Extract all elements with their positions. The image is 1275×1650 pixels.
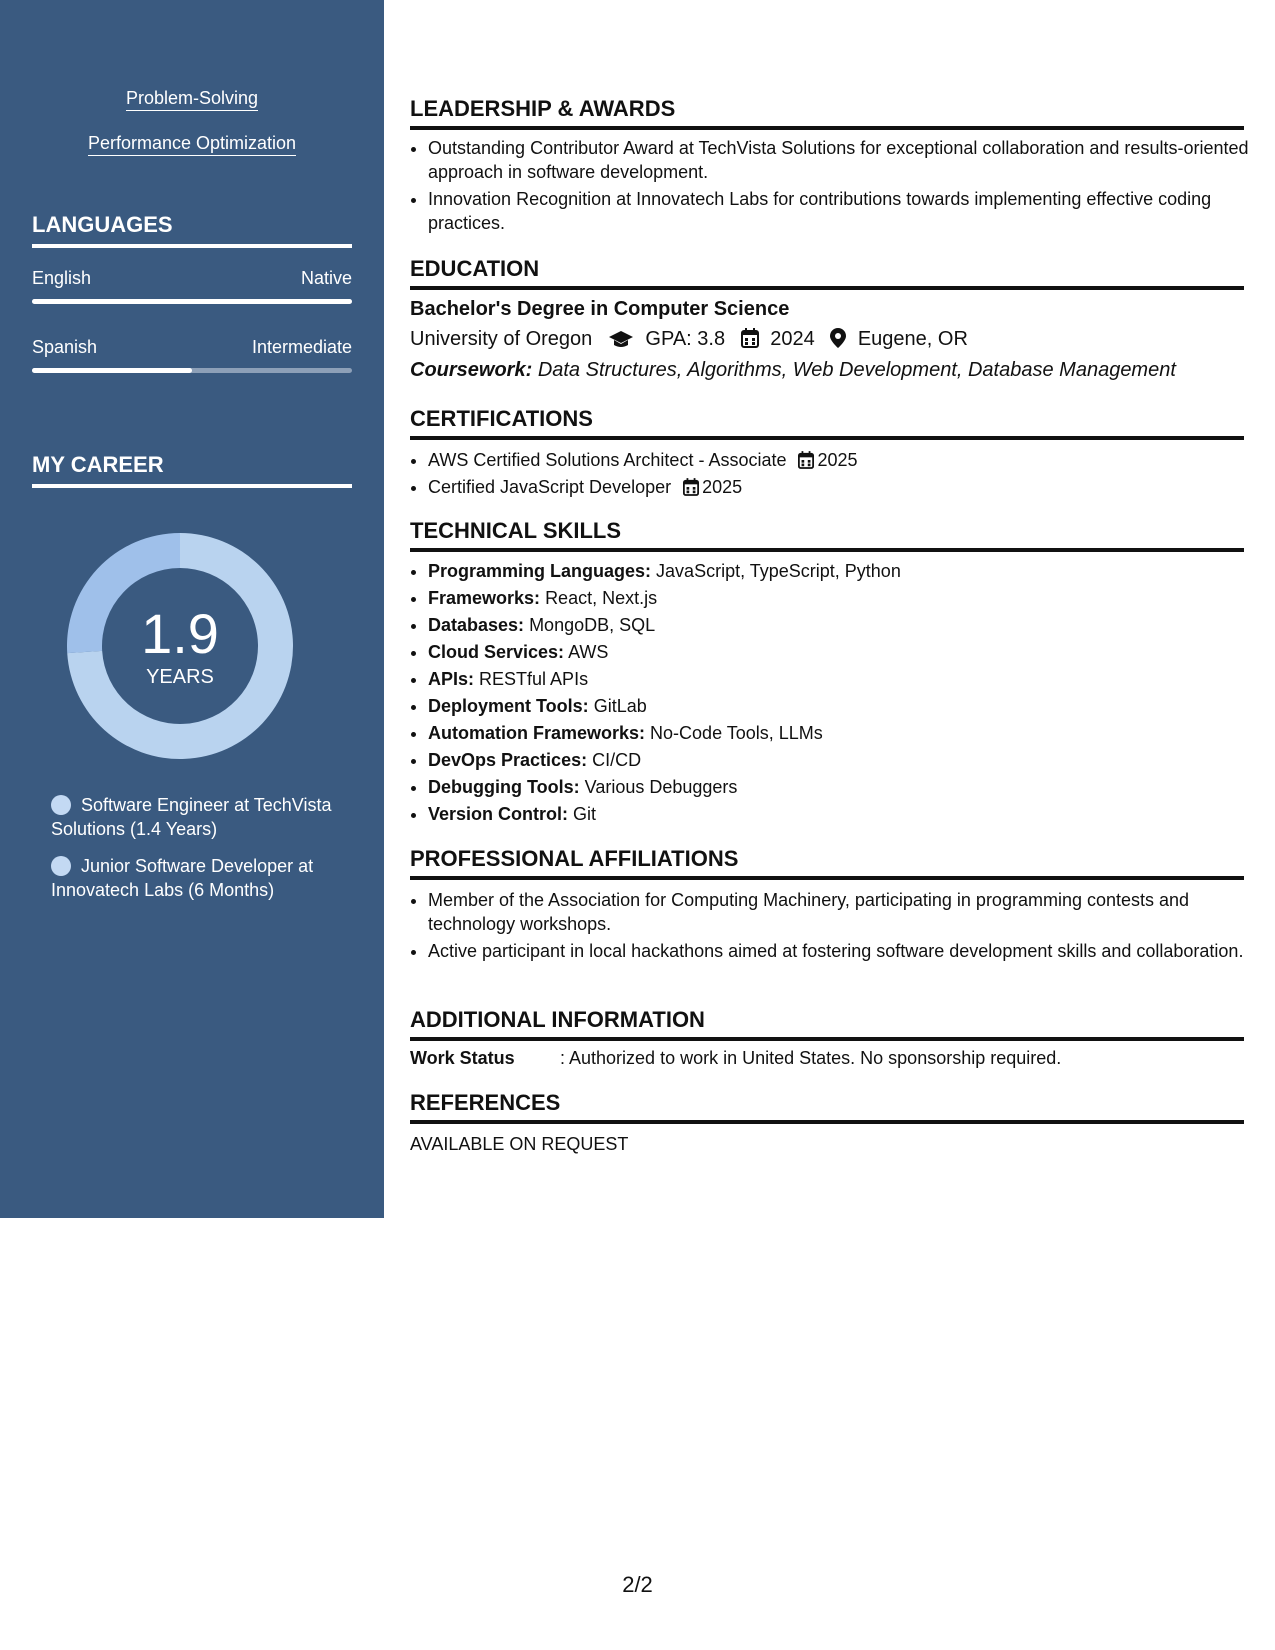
coursework-value: Data Structures, Algorithms, Web Development, Database Management (537, 359, 1176, 381)
list-item: • Member of the Association for Computing Machinery, participating in programming contests and technology workshops. (428, 888, 1262, 936)
list-item: • Automation Frameworks: No-Code Tools, LLMs (428, 721, 1262, 745)
language-level: Intermediate (251, 337, 352, 357)
education-details (410, 328, 1244, 351)
degree-title: Bachelor's Degree in Computer Science (410, 298, 790, 320)
references-heading: REFERENCES (410, 1090, 1244, 1124)
list-item: • Frameworks: React, Next.js (428, 586, 1262, 610)
career-heading: MY CAREER (32, 452, 352, 488)
work-status-label: Work Status (410, 1048, 515, 1068)
coursework-label: Coursework: (410, 359, 533, 381)
language-bar-english (32, 299, 352, 304)
list-item: • Programming Languages: JavaScript, TypeScript, Python (428, 559, 1262, 583)
calendar-icon (683, 478, 699, 496)
language-row-spanish (32, 337, 352, 358)
language-bar-spanish (32, 368, 352, 373)
affiliations-heading: PROFESSIONAL AFFILIATIONS (410, 846, 1244, 880)
leadership-heading: LEADERSHIP & AWARDS (410, 96, 1244, 130)
calendar-icon (741, 328, 759, 348)
list-item: • APIs: RESTful APIs (428, 667, 1262, 691)
coursework (410, 359, 1244, 382)
certifications-heading: CERTIFICATIONS (410, 406, 1244, 440)
sidebar (0, 0, 384, 1218)
list-item: • Outstanding Contributor Award at TechVista Solutions for exceptional collaboration and results-oriented approach in software development. (428, 136, 1262, 184)
technical-skills-heading: TECHNICAL SKILLS (410, 518, 1244, 552)
gpa: GPA: 3.8 (645, 328, 726, 350)
career-item: Software Engineer at TechVista Solutions (1.4 Years) (51, 795, 332, 839)
leadership-list (410, 136, 1262, 238)
career-total-unit: YEARS (146, 665, 214, 688)
location-pin-icon (830, 328, 846, 348)
school-name: University of Oregon (410, 328, 593, 350)
list-item: • Debugging Tools: Various Debuggers (428, 775, 1262, 799)
education-heading: EDUCATION (410, 256, 1244, 290)
career-item: Junior Software Developer at Innovatech Labs (6 Months) (51, 856, 314, 900)
list-item: • Certified JavaScript Developer 2025 (428, 475, 1262, 499)
language-bar-fill (32, 368, 192, 373)
career-dot-icon (51, 856, 71, 876)
additional-info-heading: ADDITIONAL INFORMATION (410, 1007, 1244, 1041)
affiliations-list (410, 888, 1262, 966)
school-location: Eugene, OR (857, 328, 968, 350)
list-item: • Cloud Services: AWS (428, 640, 1262, 664)
graduation-year: 2024 (770, 328, 815, 350)
page-number: 2/2 (622, 1572, 653, 1597)
language-row-english (32, 268, 352, 289)
language-name: Spanish (32, 337, 98, 357)
list-item: • Version Control: Git (428, 802, 1262, 826)
language-name: English (32, 268, 92, 288)
work-status-value: : Authorized to work in United States. No sponsorship required. (560, 1048, 1062, 1068)
language-bar-fill (32, 299, 352, 304)
list-item: • Deployment Tools: GitLab (428, 694, 1262, 718)
graduation-cap-icon (608, 330, 634, 348)
list-item: • AWS Certified Solutions Architect - Associate 2025 (428, 448, 1262, 472)
work-status-row (410, 1048, 1244, 1069)
list-item: • DevOps Practices: CI/CD (428, 748, 1262, 772)
references-text: AVAILABLE ON REQUEST (410, 1134, 629, 1154)
list-item: • Innovation Recognition at Innovatech Labs for contributions towards implementing effective coding practices. (428, 187, 1262, 235)
languages-heading: LANGUAGES (32, 212, 352, 248)
list-item: • Active participant in local hackathons aimed at fostering software development skills and collaboration. (428, 939, 1262, 963)
calendar-icon (798, 451, 814, 469)
career-donut-chart (66, 532, 294, 760)
career-total-value: 1.9 (141, 601, 219, 665)
skill-performance-optimization[interactable]: Performance Optimization (0, 133, 384, 154)
technical-skills-list (410, 559, 1262, 829)
language-level: Native (300, 268, 352, 288)
skill-problem-solving[interactable]: Problem-Solving (0, 88, 384, 109)
certifications-list (410, 448, 1262, 502)
career-dot-icon (51, 795, 71, 815)
list-item: • Databases: MongoDB, SQL (428, 613, 1262, 637)
